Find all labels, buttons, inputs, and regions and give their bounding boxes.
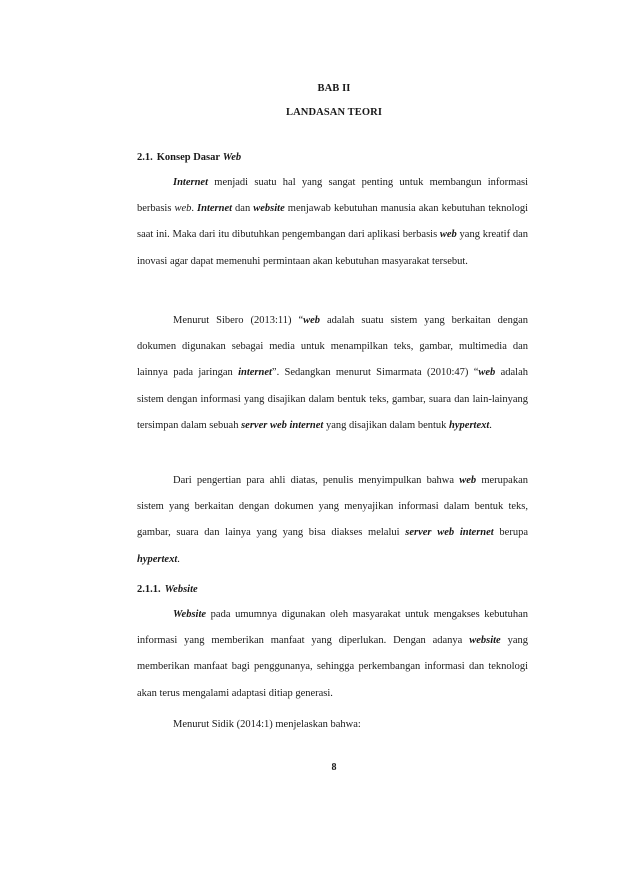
text-run: adalah suatu sistem yang berkaitan dengan dokumen digunakan sebagai media untuk menampilkan teks, gambar, multimedia dan lainnya pada jaringan	[137, 315, 528, 379]
term-server-web-internet: server web internet	[241, 419, 324, 431]
term-web: web	[439, 229, 457, 241]
paragraph-kesimpulan	[137, 468, 528, 573]
section-title-term: Website	[164, 584, 198, 595]
section-heading-2-1-1	[137, 584, 198, 595]
term-website: Website	[173, 609, 207, 620]
text-run: Menurut Sibero (2013:11) “	[173, 315, 304, 326]
text-run: adalah sistem dengan informasi yang disajikan dalam bentuk teks, gambar, suara dan lain-lainyang tersimpan dalam sebuah	[137, 367, 528, 431]
text-run: Dari pengertian para ahli diatas, penulis menyimpulkan bahwa	[173, 475, 460, 486]
text-run: yang disajikan dalam bentuk	[323, 419, 450, 431]
text-run: pada umumnya digunakan oleh masyarakat untuk mengakses kebutuhan informasi yang memberikan manfaat yang diperlukan. Dengan adanya	[137, 609, 528, 647]
text-run: dan	[232, 203, 254, 215]
term-hypertext: hypertext	[137, 553, 178, 565]
term-web: web	[459, 475, 477, 486]
section-title-prefix: Konsep Dasar	[156, 152, 221, 163]
term-web: web	[303, 315, 321, 326]
text-run: merupakan sistem yang berkaitan dengan dokumen yang menyajikan informasi dalam bentuk teks, gambar, suara dan lainya yang yang bisa diakses melalui	[137, 475, 529, 539]
text-run: .	[191, 203, 198, 215]
section-heading-2-1	[137, 152, 241, 163]
text-run: yang memberikan manfaat bagi penggunanya, sehingga perkembangan informasi dan teknologi akan terus mengalami adaptasi ditiap generasi.	[137, 635, 528, 699]
term-internet: Internet	[173, 177, 209, 188]
text-run: berupa	[493, 527, 528, 539]
term-hypertext: hypertext	[449, 419, 490, 431]
term-web: web	[174, 203, 192, 215]
page-number: 8	[331, 762, 337, 773]
term-web: web	[478, 367, 496, 379]
paragraph-internet	[137, 170, 528, 275]
text-run: menjawab kebutuhan manusia akan kebutuhan teknologi saat ini. Maka dari itu dibutuhkan pengembangan dari aplikasi berbasis	[137, 203, 528, 241]
term-website: website	[253, 203, 285, 215]
paragraph-website	[137, 602, 528, 707]
chapter-heading: BAB II	[317, 83, 351, 94]
text-run: .	[177, 553, 180, 565]
chapter-title: LANDASAN TEORI	[285, 107, 383, 118]
section-number: 2.1.	[137, 152, 153, 163]
text-run: menjadi suatu hal yang sangat penting untuk membangun informasi berbasis	[137, 177, 528, 215]
text-run: .	[489, 419, 492, 431]
term-internet: internet	[238, 367, 272, 379]
term-website: website	[469, 635, 501, 647]
section-number: 2.1.1.	[137, 584, 161, 595]
paragraph-sidik	[137, 712, 528, 738]
text-run: Menurut Sidik (2014:1) menjelaskan bahwa:	[173, 719, 361, 730]
text-run: ”. Sedangkan menurut Simarmata (2010:47) “	[271, 367, 479, 379]
term-internet: Internet	[197, 203, 233, 215]
term-server-web-internet: server web internet	[405, 527, 494, 539]
section-title-term: Web	[222, 152, 242, 163]
text-run: yang kreatif dan inovasi agar dapat memenuhi permintaan akan kebutuhan masyarakat tersebut.	[137, 229, 528, 267]
paragraph-sibero	[137, 308, 528, 439]
